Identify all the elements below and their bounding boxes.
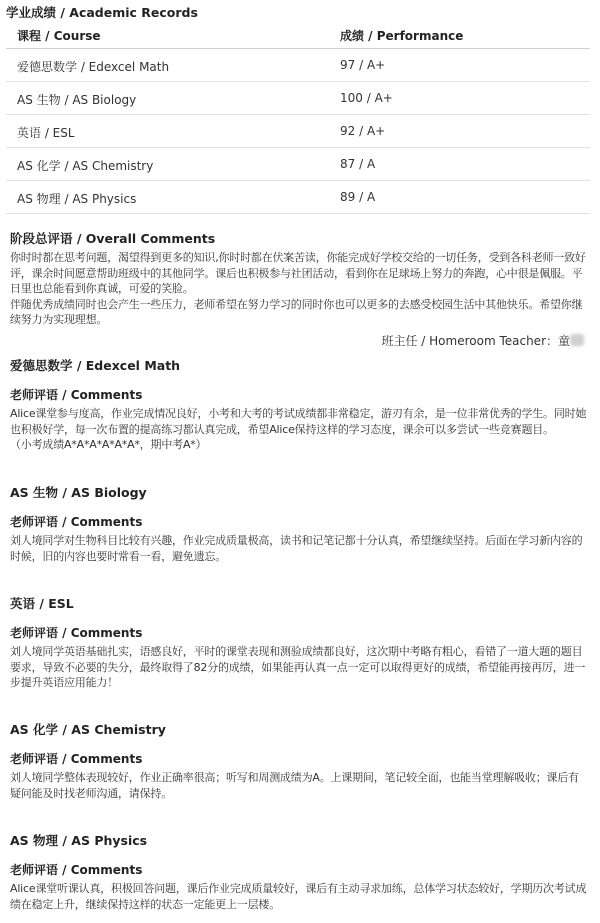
section-title-math: 爱德思数学 / Edexcel Math <box>10 358 181 373</box>
performance-cell: 89 / A <box>340 190 376 204</box>
performance-header: 成绩 / Performance <box>340 29 464 43</box>
course-header: 课程 / Course <box>17 29 101 43</box>
section-title-chemistry: AS 化学 / AS Chemistry <box>10 722 166 737</box>
overall-comments-title: 阶段总评语 / Overall Comments <box>10 231 216 246</box>
section-title-physics: AS 物理 / AS Physics <box>10 833 148 848</box>
records-table <box>6 22 590 214</box>
biology-comment: 刘人境同学对生物科目比较有兴趣，作业完成质量极高，读书和记笔记都十分认真，希望继续坚持。后面在学习新内容的时候，旧的内容也要时常看一看，避免遗忘。 <box>10 534 583 563</box>
table-row <box>6 115 590 148</box>
physics-comment: Alice课堂听课认真，积极回答问题，课后作业完成质量较好，课后有主动寻求加练，总体学习状态较好，学期历次考试成绩在稳定上升，继续保持这样的状态一定能更上一层楼。 <box>10 882 587 911</box>
table-row <box>6 148 590 181</box>
course-cell: 爱德思数学 / Edexcel Math <box>17 60 170 74</box>
section-title-esl: 英语 / ESL <box>10 596 74 611</box>
course-cell: AS 化学 / AS Chemistry <box>17 159 154 173</box>
overall-paragraph-2: 伴随优秀成绩同时也会产生一些压力，老师希望在努力学习的同时你也可以更多的去感受校园生活中其他快乐。希望你继续努力为实现理想。 <box>10 297 583 326</box>
comments-label: 老师评语 / Comments <box>10 515 143 529</box>
comments-label: 老师评语 / Comments <box>10 863 143 877</box>
section-title-biology: AS 生物 / AS Biology <box>10 485 147 500</box>
comments-label: 老师评语 / Comments <box>10 752 143 766</box>
chemistry-comment: 刘人境同学整体表现较好，作业正确率很高；听写和周测成绩为A。上课期间，笔记较全面，也能当堂理解吸收；课后有疑问能及时找老师沟通，请保持。 <box>10 771 579 800</box>
performance-cell: 92 / A+ <box>340 124 386 138</box>
comments-label: 老师评语 / Comments <box>10 388 143 402</box>
course-cell: AS 物理 / AS Physics <box>17 192 137 206</box>
homeroom-signature <box>381 332 584 349</box>
math-comment <box>10 406 588 453</box>
performance-cell: 97 / A+ <box>340 58 386 72</box>
table-header <box>6 22 590 49</box>
redacted-mark <box>570 334 584 346</box>
performance-cell: 100 / A+ <box>340 91 393 105</box>
table-row <box>6 82 590 115</box>
math-score-note: （小考成绩A*A*A*A*A*A*，期中考A*） <box>10 438 207 451</box>
table-row <box>6 181 590 214</box>
performance-cell: 87 / A <box>340 157 376 171</box>
course-cell: 英语 / ESL <box>17 126 75 140</box>
overall-paragraph-1: 你时时都在思考问题，渴望得到更多的知识,你时时都在伏案苦读，你能完成好学校交给的一切任务，受到各科老师一致好评，课余时间愿意帮助班级中的其他同学。课后也积极参与社团活动，看到你在足球场上努力的奔跑，心中很是佩服。平日里也总能看到你真诚，可爱的笑脸。 <box>10 251 586 295</box>
records-title: 学业成绩 / Academic Records <box>6 5 198 20</box>
course-cell: AS 生物 / AS Biology <box>17 93 137 107</box>
table-row <box>6 49 590 82</box>
esl-comment: 刘人境同学英语基础扎实，语感良好，平时的课堂表现和测验成绩都良好，这次期中考略有粗心，看错了一道大题的题目要求，导致不必要的失分，最终取得了82分的成绩，如果能再认真一点一定可以取得更好的成绩，希望能再接再厉，进一步提升英语应用能力！ <box>10 645 586 689</box>
signature-text: 班主任 / Homeroom Teacher：童 <box>381 334 570 348</box>
overall-comments-text <box>10 250 588 328</box>
comments-label: 老师评语 / Comments <box>10 626 143 640</box>
math-comment-text: Alice课堂参与度高，作业完成情况良好，小考和大考的考试成绩都非常稳定，游刃有余，是一位非常优秀的学生。同时她也积极好学，每一次布置的提高练习都认真完成，希望Alice保持这样的学习态度，课余可以多尝试一些竞赛题目。 <box>10 407 587 436</box>
